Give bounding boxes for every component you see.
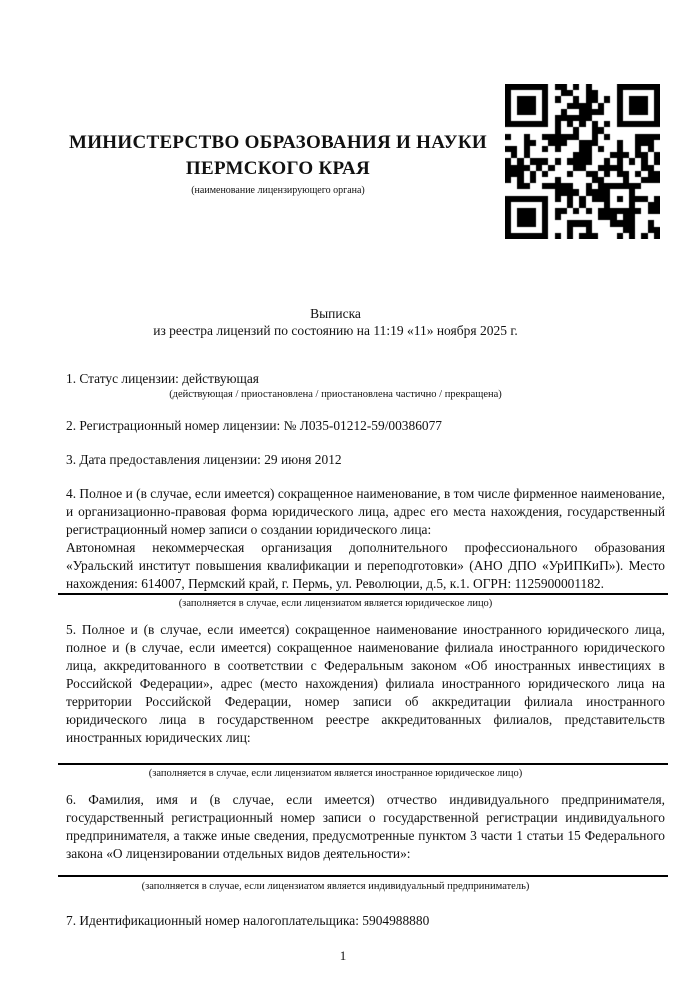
fill-line-individual-entrepreneur bbox=[58, 875, 668, 877]
foreign-entity-clause: 5. Полное и (в случае, если имеется) сокращенное наименование иностранного юридического лица, полное и (в случае, если имеется) сокращенное наименование филиала иностранного юридического лица, аккредитованного в соответствии с Федеральным законом «Об иностранных инвестициях в Российской Федерации», адрес (место нахождения) филиала иностранного юридического лица на территории Российской Федерации, номер записи об аккредитации филиала иностранного юридического лица в государственном реестре аккредитованных филиалов, представительств иностранных юридических лиц: bbox=[66, 622, 665, 745]
license-status: 1. Статус лицензии: действующая bbox=[66, 371, 259, 386]
document-title bbox=[66, 306, 665, 339]
license-registration-number: 2. Регистрационный номер лицензии: № Л035-01212-59/00386077 bbox=[66, 418, 442, 433]
foreign-entity-caption: (заполняется в случае, если лицензиатом является иностранное юридическое лицо) bbox=[148, 768, 523, 779]
individual-entrepreneur-clause: 6. Фамилия, имя и (в случае, если имеется) отчество индивидуального предпринимателя, государственный регистрационный номер записи о государственной регистрации индивидуального предпринимателя, а также иные сведения, предусмотренные пунктом 3 части 1 статьи 15 Федерального закона «О лицензировании отдельных видов деятельности»: bbox=[66, 792, 665, 861]
legal-entity-caption: (заполняется в случае, если лицензиатом является юридическое лицо) bbox=[178, 598, 493, 609]
licensing-authority-caption: (наименование лицензирующего органа) bbox=[191, 185, 365, 196]
licensing-authority-header bbox=[68, 130, 488, 197]
fill-line-foreign-entity bbox=[58, 763, 668, 765]
document-body bbox=[66, 306, 665, 965]
licensee-legal-entity-clause: 4. Полное и (в случае, если имеется) сокращенное наименование, в том числе фирменное наименование, и организационно-правовая форма юридического лица, адрес его места нахождения, государственный регистрационный номер записи о создании юридического лица: bbox=[66, 486, 665, 537]
license-grant-date: 3. Дата предоставления лицензии: 29 июня 2012 bbox=[66, 452, 342, 467]
ministry-name-line2: ПЕРМСКОГО КРАЯ bbox=[185, 158, 371, 179]
fill-line-legal-entity bbox=[58, 593, 668, 595]
individual-entrepreneur-caption: (заполняется в случае, если лицензиатом является индивидуальный предприниматель) bbox=[141, 881, 530, 892]
qr-code-icon bbox=[505, 84, 660, 239]
document-title-line2: из реестра лицензий по состоянию на 11:19 «11» ноября 2025 г. bbox=[153, 322, 518, 338]
page-number: 1 bbox=[339, 948, 347, 963]
licensee-legal-entity-value: Автономная некоммерческая организация дополнительного профессионального образования «Уральский институт повышения квалификации и переподготовки» (АНО ДПО «УрИПКиП»). Место нахождения: 614007, Пермский край, г. Пермь, ул. Революции, д.5, к.1. ОГРН: 1125900001182. bbox=[66, 540, 665, 591]
document-title-line1: Выписка bbox=[310, 306, 361, 321]
taxpayer-id: 7. Идентификационный номер налогоплательщика: 5904988880 bbox=[66, 913, 430, 928]
license-status-caption: (действующая / приостановлена / приостановлена частично / прекращена) bbox=[169, 389, 502, 400]
ministry-name-line1: МИНИСТЕРСТВО ОБРАЗОВАНИЯ И НАУКИ bbox=[68, 132, 488, 153]
